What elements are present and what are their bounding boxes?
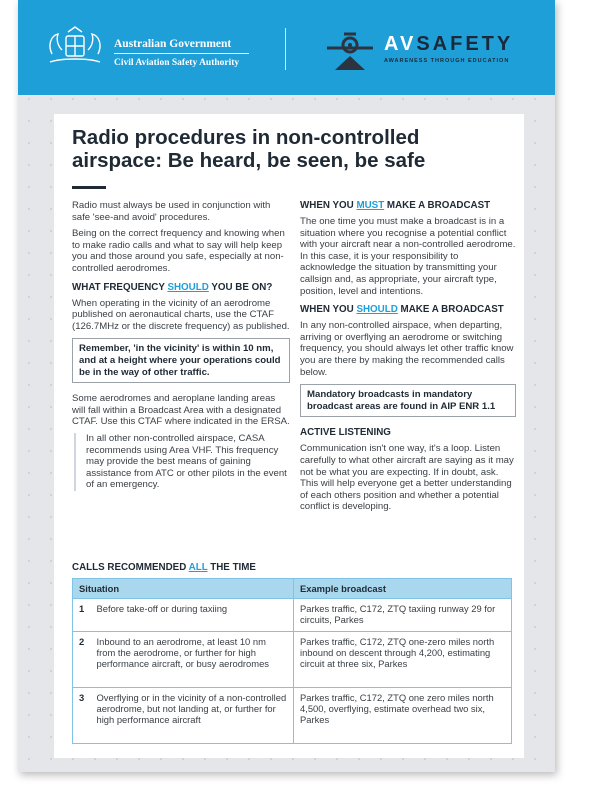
heading-must-highlight: MUST bbox=[356, 200, 385, 211]
government-wordmark bbox=[114, 38, 249, 68]
vicinity-callout: Remember, 'in the vicinity' is within 10 nm, and at a height where your operations could be in the way of other traffic. bbox=[72, 338, 290, 383]
calls-heading-pre: CALLS RECOMMENDED bbox=[72, 562, 189, 573]
active-listening-paragraph: Communication isn't one way, it's a loop. Listen carefully to what other aircraft are saying as it may not be what you are expecting. If in doubt, ask. This will help everyone get a better understanding of each others position and whether a potential conflict is developing. bbox=[300, 443, 514, 513]
heading-frequency-pre: WHAT FREQUENCY bbox=[72, 281, 168, 293]
should-broadcast-paragraph: In any non-controlled airspace, when departing, arriving or overflying an aerodrome or switching frequency, you should always let other traffic know you are there by making the recommended calls below. bbox=[300, 320, 514, 378]
row-number: 3 bbox=[73, 688, 91, 744]
row-situation: Before take-off or during taxiing bbox=[91, 599, 294, 632]
area-vhf-paragraph: In all other non-controlled airspace, CASA recommends using Area VHF. This frequency may provide the best means of gaining assistance from ATC or other pilots in the event of an emergency. bbox=[74, 433, 290, 491]
header-banner bbox=[18, 0, 555, 95]
table-header-row bbox=[73, 579, 512, 599]
title-rule bbox=[72, 186, 106, 189]
row-number: 2 bbox=[73, 632, 91, 688]
must-broadcast-paragraph: The one time you must make a broadcast is in a situation where you recognise a potential conflict with your aircraft near a non-controlled aerodrome. In this case, it is your responsibility to acknowledge the situation by transmitting your callsign and, as appropriate, your aircraft type, position, level and intentions. bbox=[300, 216, 516, 297]
heading-should-highlight: SHOULD bbox=[356, 304, 398, 316]
right-column bbox=[300, 200, 516, 518]
table-row bbox=[73, 688, 512, 744]
table-row bbox=[73, 632, 512, 688]
heading-frequency-post: YOU BE ON? bbox=[208, 281, 273, 293]
avsafety-aircraft-icon bbox=[323, 26, 377, 72]
banner-divider bbox=[285, 28, 286, 70]
frequency-paragraph: When operating in the vicinity of an aerodrome published on aeronautical charts, use the CTAF (126.7MHz or the discrete frequency) as published. bbox=[72, 297, 290, 332]
intro-paragraph-2: Being on the correct frequency and knowing when to make radio calls and what to say will help keep you and those around you safe, especially at non-controlled aerodromes. bbox=[72, 228, 285, 274]
heading-must-broadcast bbox=[300, 200, 516, 212]
wordmark-safety: SAFETY bbox=[416, 33, 514, 55]
row-situation: Overflying or in the vicinity of a non-controlled aerodrome, but not landing at, or further for high performance aircraft bbox=[91, 688, 294, 744]
mandatory-broadcast-callout: Mandatory broadcasts in mandatory broadcast areas are found in AIP ENR 1.1 bbox=[300, 384, 516, 417]
row-number: 1 bbox=[73, 599, 91, 632]
avsafety-tagline: AWARENESS THROUGH EDUCATION bbox=[384, 58, 510, 64]
flyer-sheet bbox=[18, 0, 555, 772]
heading-must-post: MAKE A BROADCAST bbox=[384, 200, 491, 211]
gov-line-1: Australian Government bbox=[114, 38, 249, 54]
wordmark-av: AV bbox=[384, 33, 417, 55]
row-situation: Inbound to an aerodrome, at least 10 nm from the aerodrome, or further for high performance aircraft, or busy aerodromes bbox=[91, 632, 294, 688]
column-header-situation: Situation bbox=[73, 579, 294, 599]
heading-should-pre: WHEN YOU bbox=[300, 304, 357, 316]
intro-paragraph-1: Radio must always be used in conjunction with safe 'see-and avoid' procedures. bbox=[72, 200, 271, 223]
heading-frequency-highlight: SHOULD bbox=[167, 281, 209, 293]
left-column bbox=[72, 200, 290, 496]
column-header-example: Example broadcast bbox=[294, 579, 512, 599]
document-title: Radio procedures in non-controlled airspace: Be heard, be seen, be safe bbox=[72, 126, 426, 172]
row-example: Parkes traffic, C172, ZTQ one-zero miles north inbound on descent through 4,200, estimating circuit at three six, Parkes bbox=[294, 632, 512, 688]
heading-active-listening: ACTIVE LISTENING bbox=[300, 427, 391, 439]
calls-table-heading bbox=[72, 562, 256, 573]
row-example: Parkes traffic, C172, ZTQ taxiing runway 29 for circuits, Parkes bbox=[294, 599, 512, 632]
broadcast-area-paragraph: Some aerodromes and aeroplane landing areas will fall within a Broadcast Area with a designated CTAF. Use this CTAF where indicated in the ERSA. bbox=[72, 393, 290, 428]
avsafety-wordmark bbox=[384, 33, 513, 56]
calls-table bbox=[72, 578, 512, 744]
calls-heading-post: THE TIME bbox=[207, 562, 256, 573]
gov-line-2: Civil Aviation Safety Authority bbox=[114, 58, 240, 68]
table-row bbox=[73, 599, 512, 632]
row-example: Parkes traffic, C172, ZTQ one zero miles north 4,500, overflying, estimate overhead two six, Parkes bbox=[294, 688, 512, 744]
heading-should-broadcast bbox=[300, 304, 516, 316]
coat-of-arms-icon bbox=[44, 24, 106, 68]
calls-heading-highlight: ALL bbox=[188, 562, 208, 573]
document-page bbox=[54, 114, 524, 758]
heading-must-pre: WHEN YOU bbox=[300, 200, 357, 211]
heading-frequency bbox=[72, 282, 290, 294]
heading-should-post: MAKE A BROADCAST bbox=[397, 304, 504, 316]
